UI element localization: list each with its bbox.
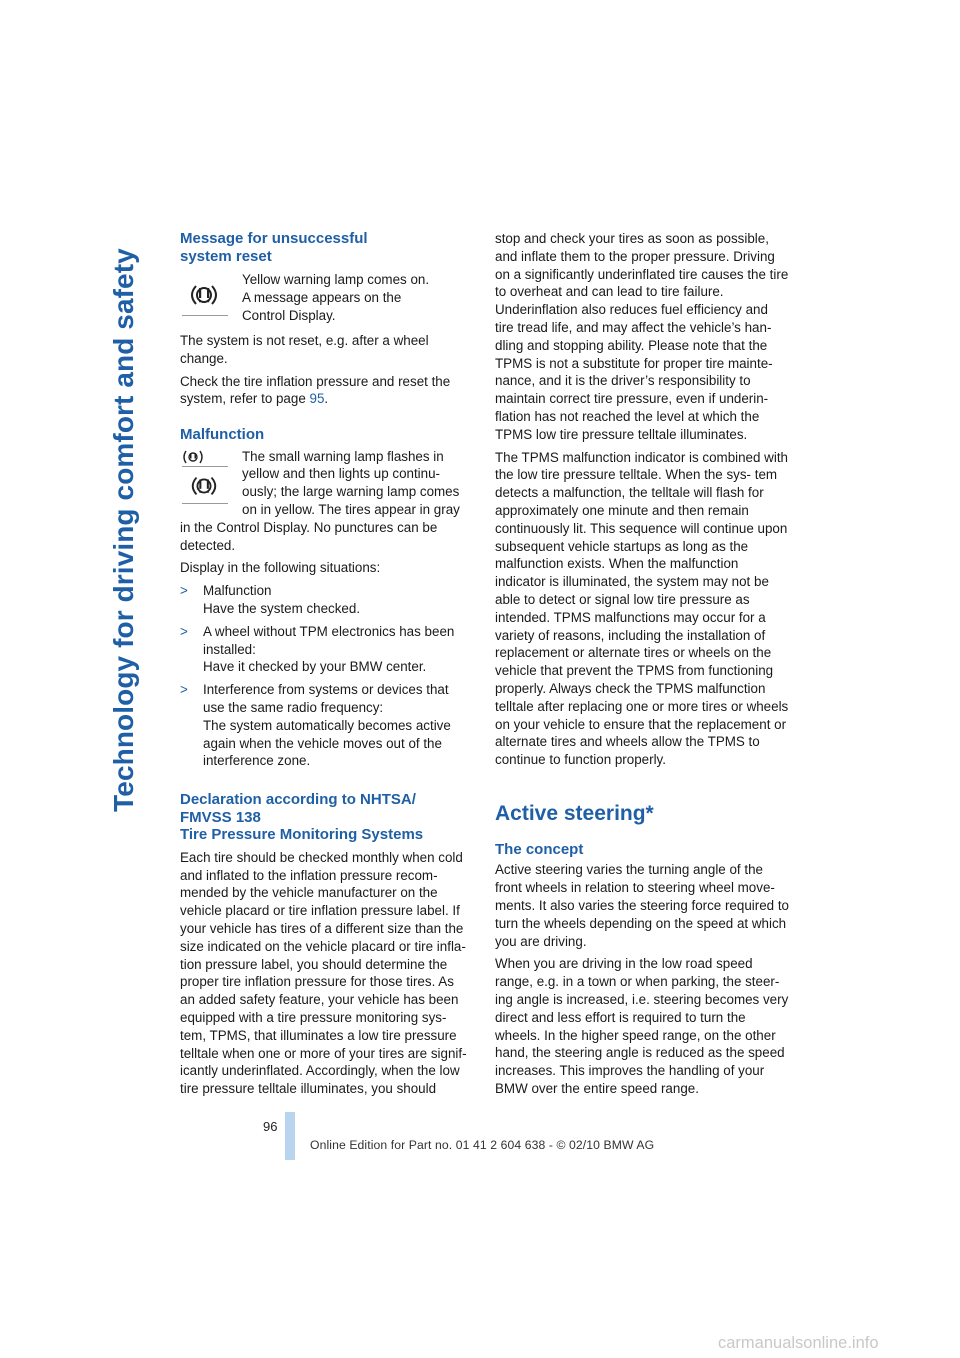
heading-malfunction: Malfunction [180,426,265,444]
malfunction-rest: in the Control Display. No punctures can be detected. [180,519,438,553]
malfunction-line-4: on in yellow. The tires appear in gray [242,502,460,518]
right-column [495,230,790,1098]
heading-declaration: Declaration according to NHTSA/ FMVSS 138 Tire Pressure Monitoring Systems [180,791,424,844]
steering-para1: Active steering varies the turning angle of the front wheels in relation to steering wheel move- ments. It also varies the steering force required to turn the wheels depending on the speed at which you are driving. [495,862,789,949]
icon-rule [182,503,228,504]
malfunction-icon-block [180,448,472,555]
malfunction-icons [180,448,228,504]
page-number: 96 [263,1119,278,1134]
malfunction-line-3: ously; the large warning lamp comes [242,484,460,500]
malfunction-line-1: The small warning lamp flashes in [242,448,444,464]
display-intro: Display in the following situations: [180,560,381,576]
reset-para1: The system is not reset, e.g. after a wheel change. [180,333,429,366]
heading-reset: Message for unsuccessful system reset [180,230,368,265]
footer-bar [285,1112,295,1160]
warning-lamp-icon [180,279,228,316]
list-item: > Malfunction Have the system checked. [180,582,472,618]
reset-para2-text: Check the tire inflation pressure and reset the system, refer to page [180,373,451,407]
left-column [180,230,472,1098]
watermark: carmanualsonline.info [718,1334,879,1352]
small-warning-lamp-icon [180,448,228,466]
malfunction-line-2: yellow and then lights up continu- [242,466,441,482]
declaration-para1: Each tire should be checked monthly when cold and inflated to the inflation pressure recom- mended by the vehicle manufacturer on the vehicle placard or tire inflation pressure label. If your vehicle has tires of a different size than the size indicated on the vehicle placard or tire infla- tion pressure label, you should determine the proper tire inflation pressure for those tires. As an added safety feature, your vehicle has been equipped with a tire pressure monitoring sys- tem, TPMS, that illuminates a low tire pressure telltale when one or more of your tires are signif- icantly underinflated. Accordingly, when the low tire pressure telltale illuminates, you should [180,849,467,1097]
reset-icon-text: Yellow warning lamp comes on. A message appears on the Control Display. [242,272,430,323]
side-title [92,232,156,828]
list-item: > A wheel without TPM electronics has been installed: Have it checked by your BMW center. [180,623,472,676]
heading-active-steering: Active steering* [495,801,654,825]
declaration-para2: The TPMS malfunction indicator is combined with the low tire pressure telltale. When the sys- tem detects a malfunction, the telltale will flash for approximately one minute and then remain continuously lit. This sequence will continue upon subsequent vehicle startups as long as the malfunction exists. When the malfunction indicator is illuminated, the system may not be able to detect or signal low tire pressure as intended. TPMS malfunctions may occur for a variety of reasons, including the installation of replacement or alternate tires or wheels on the vehicle that prevent the TPMS from functioning properly. Always check the TPMS malfunction telltale after replacing one or more tires or wheels on your vehicle to ensure that the replacement or alternate tires and wheels allow the TPMS to continue to function properly. [495,449,789,768]
heading-concept: The concept [495,840,584,858]
side-title-text: Technology for driving comfort and safety [108,248,139,812]
list-item: > Interference from systems or devices that use the same radio frequency: The system automatically becomes active again when the vehicle moves out of the interference zone. [180,681,472,770]
steering-para2: When you are driving in the low road speed range, e.g. in a town or when parking, the steer- ing angle is increased, i.e. steering becomes very direct and less effort is required to turn the wheels. In the higher speed range, on the other hand, the steering angle is reduced as the speed increases. This improves the handling of your BMW over the entire speed range. [495,956,789,1096]
reset-para2-end: . [324,391,329,407]
reset-para2 [180,373,472,409]
footer-edition: Online Edition for Part no. 01 41 2 604 638 - © 02/10 BMW AG [310,1138,655,1152]
icon-rule [182,466,228,467]
icon-rule [182,315,228,316]
page-link-95[interactable]: 95 [309,391,325,407]
reset-icon-block [180,271,472,327]
warning-lamp-icon [184,471,224,501]
malfunction-list [180,582,472,770]
declaration-para1-cont: stop and check your tires as soon as possible, and inflate them to the proper pressure. Driving on a significantly underinflated tire causes the tire to overheat and can lead to tire failure. Underinflation also reduces fuel efficiency and tire tread life, and may affect the vehicle’s han- dling and stopping ability. Please note that the TPMS is not a substitute for proper tire mainte- nance, and it is the driver’s responsibility to maintain correct tire pressure, even if underin- flation has not reached the level at which the TPMS low tire pressure telltale illuminates. [495,231,789,442]
